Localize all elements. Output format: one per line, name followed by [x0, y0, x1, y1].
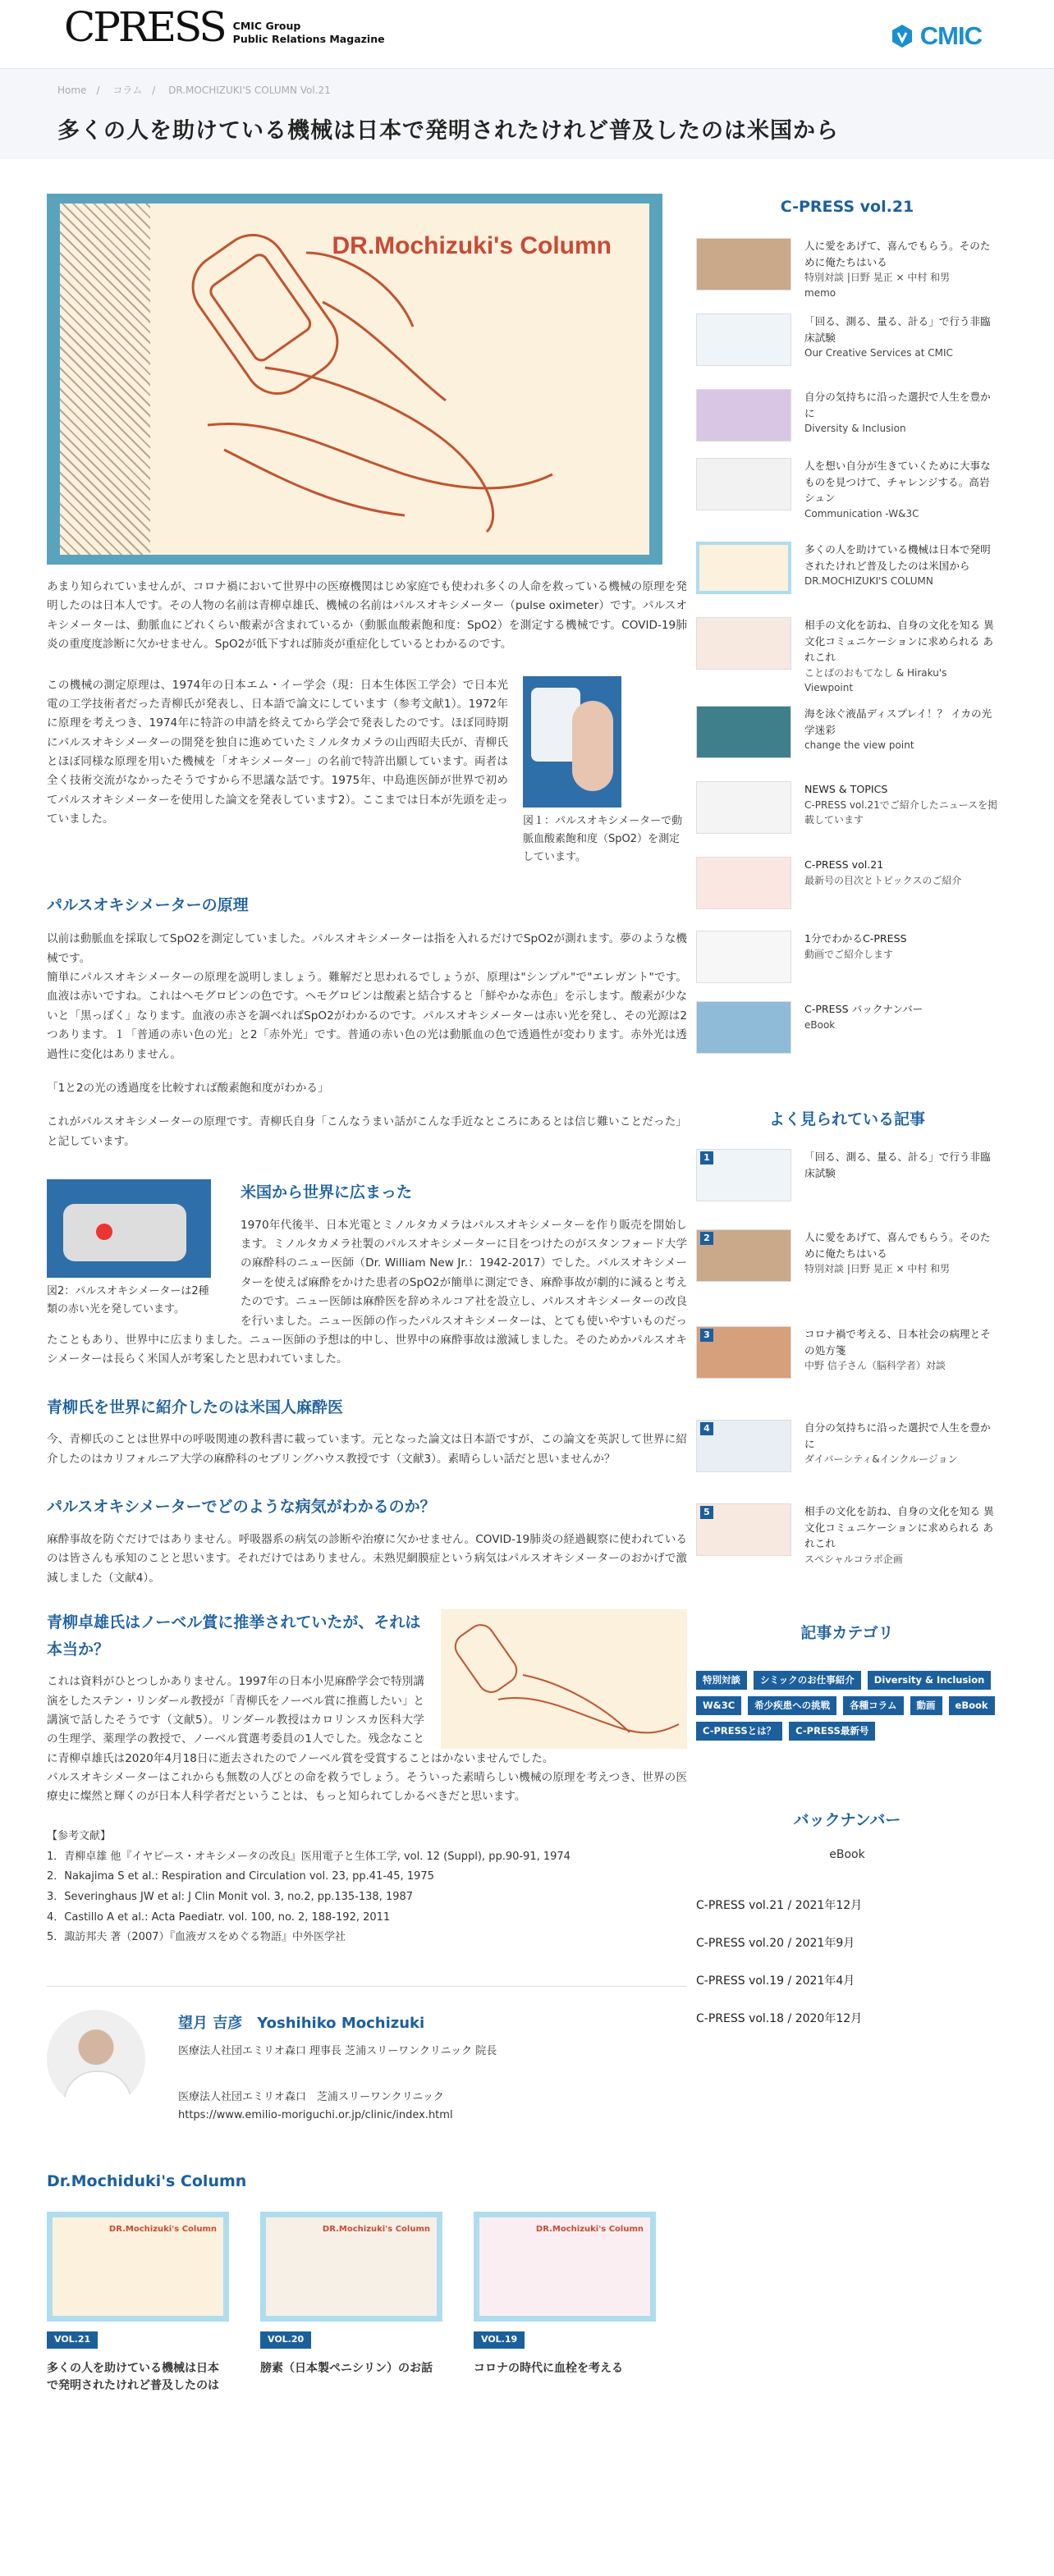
reference-item: 5．諏訪邦夫 著（2007）『血液ガスをめぐる物語』中外医学社	[47, 1931, 346, 1944]
item-title: 相手の文化を訪ね、自身の文化を知る 異文化コミュニケーションに求められる あれこれ	[804, 619, 994, 664]
article	[47, 194, 687, 2395]
section-nobel	[47, 1609, 687, 1807]
card-image-label: DR.Mochizuki's Column	[535, 2224, 644, 2234]
backnumber-link[interactable]: C-PRESS vol.19 / 2021年4月	[696, 1974, 855, 1988]
rank-badge: 1	[700, 1151, 713, 1164]
category-tag[interactable]: C-PRESSとは？	[696, 1722, 782, 1741]
paragraph-intro: あまり知られていませんが、コロナ禍において世界中の医療機関はじめ家庭でも使われ多くの人命を救っている機械の原理を発明したのは日本人です。その人物の名前は青柳卓雄氏、機械の名前はパルスオキシメーター（pulse oximeter）です。パルスオキシメーターは、動脈血にどれくらい酸素が含まれているか（動脈血酸素飽和度：SpO2）を測定する機械です。COVID-19肺炎の重度度診断に欠かせません。SpO2が低下すれば肺炎が重症化しているとわかるのです。	[47, 580, 687, 652]
thumb	[696, 1420, 791, 1472]
item-title: 1分でわかるC-PRESS	[804, 932, 907, 945]
heading-world: 米国から世界に広まった	[241, 1183, 413, 1201]
logo-subtitle	[233, 20, 385, 47]
sidebar-issue-item[interactable]	[696, 1001, 998, 1054]
card-vol-badge: VOL.21	[47, 2331, 98, 2349]
item-sub: 特別対談 |日野 晃正 × 中村 和男	[804, 1263, 951, 1275]
page-title: 多くの人を助けている機械は日本で発明されたけれど普及したのは米国から	[57, 117, 839, 144]
rank-badge: 2	[700, 1232, 713, 1245]
sidebar-issue-item[interactable]	[696, 706, 998, 758]
thumb	[696, 313, 791, 366]
thumb	[696, 781, 791, 834]
backnumber-sub: eBook	[829, 1848, 865, 1861]
figure-1	[523, 676, 687, 867]
sidebar-issue-item[interactable]	[696, 238, 998, 300]
sidebar-issue-title: C-PRESS vol.21	[780, 198, 914, 216]
author-url[interactable]: https://www.emilio-moriguchi.or.jp/clinic/index.html	[178, 2109, 453, 2122]
item-text	[804, 238, 998, 300]
sidebar-issue-item[interactable]	[696, 617, 998, 696]
breadcrumb-sep: /	[96, 85, 100, 96]
oximeter-illustration	[60, 204, 649, 555]
item-title: 「回る、測る、量る、計る」で行う非臨床試験	[804, 1151, 991, 1179]
backnumber-link[interactable]: C-PRESS vol.21 / 2021年12月	[696, 1899, 863, 1912]
rank-badge: 5	[700, 1506, 713, 1519]
column-card-image	[47, 2212, 229, 2322]
sidebar-category-title: 記事カテゴリ	[800, 1624, 894, 1642]
thumb	[696, 458, 791, 510]
item-sub: C-PRESS vol.21でご紹介したニュースを掲載しています	[804, 798, 998, 826]
backnumber-link[interactable]: C-PRESS vol.18 / 2020年12月	[696, 2012, 863, 2025]
item-text	[804, 1420, 998, 1472]
sidebar-issue-item[interactable]	[696, 857, 998, 909]
column-card[interactable]	[474, 2212, 656, 2395]
item-title: 自分の気持ちに沿った選択で人生を豊かに	[804, 391, 991, 419]
breadcrumb-home[interactable]: Home	[57, 85, 87, 96]
sidebar-popular-title: よく見られている記事	[768, 1110, 925, 1128]
item-sub: eBook	[804, 1018, 836, 1031]
popular-item[interactable]	[696, 1326, 998, 1379]
item-sub: 動画でご紹介します	[804, 948, 894, 960]
item-text	[804, 706, 998, 758]
item-text	[804, 857, 961, 909]
item-text	[804, 313, 998, 366]
paragraph-principle-1: 以前は動脈血を採取してSpO2を測定していました。パルスオキシメーターは指を入れるだけでSpO2が測れます。夢のような機械です。	[47, 932, 687, 965]
card-vol-badge: VOL.19	[474, 2331, 525, 2349]
heading-disease: パルスオキシメーターでどのような病気がわかるのか？	[47, 1498, 436, 1517]
paragraph-disease: 麻酔事故を防ぐだけではありません。呼吸器系の病気の診断や治療に欠かせません。COVID-19肺炎の経過観察に使われているのは皆さんも承知のことと思います。それだけではありません。未熟児網膜症という病気はパルスオキシメーターのおかげで激減しました（文献4）。	[47, 1532, 687, 1585]
heading-intro: 青柳氏を世界に紹介したのは米国人麻酔医	[47, 1398, 344, 1416]
item-text	[804, 1149, 998, 1201]
item-sub: Our Creative Services at CMIC	[804, 347, 953, 359]
item-title: 人を想い自分が生きていくために大事なものを見つけて、チャレンジする。高岩シュン	[804, 460, 991, 505]
sidebar-issue-item[interactable]	[696, 458, 998, 521]
thumb	[696, 617, 791, 670]
item-text	[804, 617, 998, 696]
item-title: C-PRESS vol.21	[804, 858, 884, 871]
figure-2-caption: 図2：パルスオキシメーターは2種類の赤い光を発しています。	[47, 1285, 209, 1316]
reference-item: 2．Nakajima S et al.: Respiration and Circulation vol. 23, pp.41-45, 1975	[47, 1870, 434, 1883]
cmic-mark-icon	[889, 23, 915, 49]
card-title: 多くの人を助けている機械は日本で発明されたけれど普及したのは	[47, 2361, 219, 2392]
figure-2-image	[47, 1179, 211, 1278]
item-text	[804, 458, 998, 521]
item-title: コロナ禍で考える、日本社会の病理とその処方箋	[804, 1328, 991, 1357]
thumb	[696, 931, 791, 983]
item-sub: 最新号の目次とトピックスのご紹介	[804, 874, 962, 886]
category-tag[interactable]: eBook	[949, 1696, 995, 1715]
hero-title: DR.Mochizuki's Column	[332, 232, 612, 259]
reference-item: 4．Castillo A et al.: Acta Paediatr. vol. 100, no. 2, 188-192, 2011	[47, 1910, 391, 1924]
item-sub: Diversity & Inclusion	[804, 423, 906, 435]
paragraph-principle-2: 簡単にパルスオキシメーターの原理を説明しましょう。難解だと思われるでしょうが、原理は"シンプル"で"エレガント"です。血液は赤いですね。これはヘモグロビンの色です。ヘモグロビンは酸素と結合すると「鮮やかな赤色」を示します。酸素が少ないと「黒っぽく」なります。血液の赤さを調べればSpO2がわかるのです。パルスオキシメーターは赤い光を発し、その光源は2つあります。１「普通の赤い色の光」と2「赤外光」です。普通の赤い色の光は動脈血の色で透過性が変わります。赤外光は透過性に変化はありません。	[47, 971, 687, 1061]
thumb	[696, 857, 791, 909]
item-text	[804, 389, 998, 442]
item-title: 自分の気持ちに沿った選択で人生を豊かに	[804, 1421, 991, 1450]
item-sub: Communication -W&3C	[804, 507, 919, 519]
logo-mark	[64, 3, 225, 51]
rank-badge: 3	[700, 1329, 713, 1342]
paragraph-conclusion: パルスオキシメーターはこれからも無数の人びとの命を救うでしょう。そういった素晴らしい機械の原理を考えつき、世界の医療史に燦然と輝くのが日本人科学者だということは、もっと知られてしかるべきだと思います。	[47, 1771, 687, 1804]
site-header	[0, 0, 1054, 69]
card-vol-badge: VOL.20	[260, 2331, 311, 2349]
item-sub: ダイバーシティ&インクルージョン	[804, 1453, 958, 1466]
item-title: 多くの人を助けている機械は日本で発明されたけれど普及したのは米国から	[804, 543, 991, 572]
column-card[interactable]	[260, 2212, 442, 2395]
thumb	[696, 1503, 791, 1556]
item-text	[804, 931, 907, 983]
popular-item[interactable]	[696, 1420, 998, 1472]
column-section-title: Dr.Mochiduki's Column	[47, 2171, 247, 2190]
sidebar-issue-item[interactable]	[696, 389, 998, 442]
hero-image	[47, 194, 662, 565]
item-sub: 特別対談 |日野 晃正 × 中村 和男 memo	[804, 272, 951, 299]
thumb	[696, 389, 791, 442]
logo-sub1: CMIC Group	[232, 19, 301, 32]
item-title: 相手の文化を訪ね、自身の文化を知る 異文化コミュニケーションに求められる あれこれ	[804, 1505, 994, 1550]
column-card-image	[474, 2212, 656, 2322]
rank-badge: 4	[700, 1422, 713, 1435]
quote: 「1と2の光の透過度を比較すれば酸素飽和度がわかる」	[47, 1081, 329, 1095]
logo-sub2: Public Relations Magazine	[232, 33, 385, 45]
category-tag[interactable]: 各種コラム	[843, 1696, 903, 1715]
paragraph-intro-2: 今、青柳氏のことは世界中の呼吸関連の教科書に載っています。元となった論文は日本語ですが、この論文を英訳して世界に紹介したのはカリフォルニア大学の麻酔科のセブリングハウス教授です（文献3）。素晴らしい話だと思いませんか？	[47, 1433, 687, 1466]
finger-shape	[572, 701, 613, 791]
thumb	[696, 542, 791, 594]
author-box	[47, 1986, 687, 2125]
figure-2	[47, 1179, 211, 1320]
section-history	[47, 676, 687, 864]
thumb	[696, 1229, 791, 1282]
heading-principle: パルスオキシメーターの原理	[47, 895, 249, 914]
references-title: 【参考文献】	[47, 1829, 112, 1842]
thumb	[696, 1149, 791, 1201]
column-card[interactable]	[47, 2212, 229, 2395]
author-name: 望月 吉彦 Yoshihiko Mochizuki	[178, 2014, 425, 2032]
item-text	[804, 1326, 998, 1379]
references	[47, 1827, 687, 1948]
card-title: 膀素（日本製ペニシリン）のお話	[260, 2361, 433, 2375]
paragraph-world: 1970年代後半、日本光電とミノルタカメラはパルスオキシメーターを作り販売を開始します。ミノルタカメラ社製のパルスオキシメーターに目をつけたのがスタンフォード大学の麻酔科のニュー医師（Dr. William New Jr.：1942-2017）でした。パルスオキシメーターを使えば麻酔をかけた患者のSpO2が簡単に測定でき、麻酔事故が劇的に減ると考えたのです。ニュー医師は麻酔医を辞めネルコア社を設立し、パルスオキシメーターの改良を行いました。ニュー医師の作ったパルスオキシメーターは、とても使いやすいものだったこともあり、世界中に広まりました。ニュー医師の予想は的中し、世界中の麻酔事故は激減しました。そのためかパルスオキシメーターは長らく米国人が考案したと思われていました。	[47, 1218, 687, 1366]
category-tag[interactable]: 希少疾患への挑戦	[748, 1696, 836, 1715]
item-title: 海を泳ぐ液晶ディスプレイ！？ イカの光学迷彩	[804, 707, 992, 736]
item-title: NEWS & TOPICS	[804, 783, 888, 795]
category-tag[interactable]: W&3C	[696, 1696, 741, 1715]
item-sub: DR.MOCHIZUKI'S COLUMN	[804, 575, 933, 588]
sidebar-backnumber-title: バックナンバー	[793, 1811, 901, 1829]
card-image-label: DR.Mochizuki's Column	[108, 2224, 217, 2234]
breadcrumb-category[interactable]: コラム	[112, 85, 143, 96]
card-image-label: DR.Mochizuki's Column	[322, 2224, 430, 2234]
popular-item[interactable]	[696, 1503, 998, 1567]
item-text	[804, 1229, 998, 1282]
logo-text: CPRESS	[64, 3, 225, 51]
sidebar-issue-item[interactable]	[696, 542, 998, 594]
sidebar-issue-item[interactable]	[696, 931, 998, 983]
item-text	[804, 781, 998, 834]
backnumber-link[interactable]: C-PRESS vol.20 / 2021年9月	[696, 1937, 855, 1950]
item-sub: ことばのおもてなし & Hiraku's Viewpoint	[804, 666, 947, 694]
author-org: 医療法人社団エミリオ森口 芝浦スリーワンクリニック	[178, 2090, 444, 2103]
item-title: C-PRESS バックナンバー	[804, 1003, 923, 1015]
author-org-block	[178, 2089, 453, 2125]
device-shape	[63, 1204, 186, 1261]
popular-item[interactable]	[696, 1149, 998, 1201]
sidebar-issue-item[interactable]	[696, 313, 998, 366]
item-title: 人に愛をあげて、喜んでもらう。そのために俺たちはいる	[804, 1231, 991, 1260]
title-bar	[0, 69, 1054, 159]
reference-item: 3．Severinghaus JW et al: J Clin Monit vol. 3, no.2, pp.135-138, 1987	[47, 1890, 414, 1903]
heading-nobel: 青柳卓雄氏はノーベル賞に推挙されていたが、それは本当か？	[47, 1613, 421, 1659]
hero-canvas	[60, 204, 649, 555]
sidebar-issue-item[interactable]	[696, 781, 998, 834]
breadcrumb-sep: /	[152, 85, 156, 96]
paragraph-principle-3: これがパルスオキシメーターの原理です。青柳氏自身「こんなうまい話がこんな手近なところにあるとは信じ難いことだった」と記しています。	[47, 1115, 687, 1148]
section-world	[47, 1179, 687, 1370]
column-cards	[47, 2212, 687, 2395]
thumb	[696, 1326, 791, 1379]
thumb	[696, 706, 791, 758]
item-sub: change the view point	[804, 739, 914, 752]
item-sub: スペシャルコラボ企画	[804, 1553, 903, 1565]
thumb	[696, 1001, 791, 1054]
item-text	[804, 1503, 998, 1567]
item-text	[804, 1001, 923, 1054]
breadcrumb-current: DR.MOCHIZUKI'S COLUMN Vol.21	[168, 85, 331, 96]
breadcrumb	[57, 82, 1054, 99]
cpress-logo[interactable]	[64, 3, 385, 51]
oximeter-line-icon	[441, 1609, 687, 1749]
cmic-logo[interactable]	[889, 14, 982, 57]
author-avatar	[47, 2010, 145, 2108]
column-card-image	[260, 2212, 442, 2322]
category-tag[interactable]: Diversity & Inclusion	[868, 1671, 992, 1690]
category-tag[interactable]: 特別対談	[696, 1671, 747, 1690]
category-tag[interactable]: 動画	[910, 1696, 942, 1715]
thumb	[696, 238, 791, 291]
paragraph-history: この機械の測定原理は、1974年の日本エム・イー学会（現：日本生体医工学会）で日本光電の工学技術者だった青柳氏が発表し、日本語で論文にしています（参考文献1）。1972年に原理を考えつき、1974年に特許の申請を終えてから学会で発表したのです。ほぼ同時期にパルスオキシメーターの開発を独自に進めていたミノルタカメラの山西昭夫氏が、青柳氏とほぼ同様な原理を用いた機械を「オキシメーター」の名前で特許出願しています。両者は全く技術交流がなかったそうですから不思議な話です。1975年、中島進医師が世界で初めてパルスオキシメーターを使用した論文を発表しています2）。ここまでは日本が先頭を走っていました。	[47, 678, 508, 826]
author-role: 医療法人社団エミリオ森口 理事長 芝浦スリーワンクリニック 院長	[178, 2044, 497, 2057]
category-tags	[696, 1671, 998, 1741]
popular-item[interactable]	[696, 1229, 998, 1282]
red-light	[96, 1224, 112, 1240]
cmic-text: CMIC	[919, 21, 982, 50]
item-text	[804, 542, 998, 594]
item-sub: 中野 信子さん（脳科学者）対談	[804, 1360, 946, 1372]
category-tag[interactable]: C-PRESS最新号	[789, 1722, 875, 1741]
reference-item: 1．青柳卓雄 他『イヤピース・オキシメータの改良』医用電子と生体工学, vol. 12 (Suppl), pp.90-91, 1974	[47, 1850, 571, 1863]
item-title: 「回る、測る、量る、計る」で行う非臨床試験	[804, 315, 991, 344]
figure-1-caption: 図１：パルスオキシメーターで動脈血酸素飽和度（SpO2）を測定しています。	[523, 814, 683, 864]
paragraph-nobel: これは資料がひとつしかありません。1997年の日本小児麻酔学会で特別講演をしたステン・リンダール教授が「青柳氏をノーベル賞に推薦したい」と講演で話したそうです（文献5）。リンダール教授はカロリンスカ医科大学の生理学、薬理学の教授で、ノーベル賞選考委員の1人でした。残念なことに青柳卓雄氏は2020年4月18日に逝去されたのでノーベル賞を受賞することはかないませんでした。	[47, 1675, 554, 1765]
card-title: コロナの時代に血栓を考える	[474, 2361, 623, 2375]
figure-1-image	[523, 676, 621, 808]
category-tag[interactable]: シミックのお仕事紹介	[754, 1671, 861, 1690]
item-title: 人に愛をあげて、喜んでもらう。そのために俺たちはいる	[804, 240, 991, 268]
nobel-illustration	[441, 1609, 687, 1749]
